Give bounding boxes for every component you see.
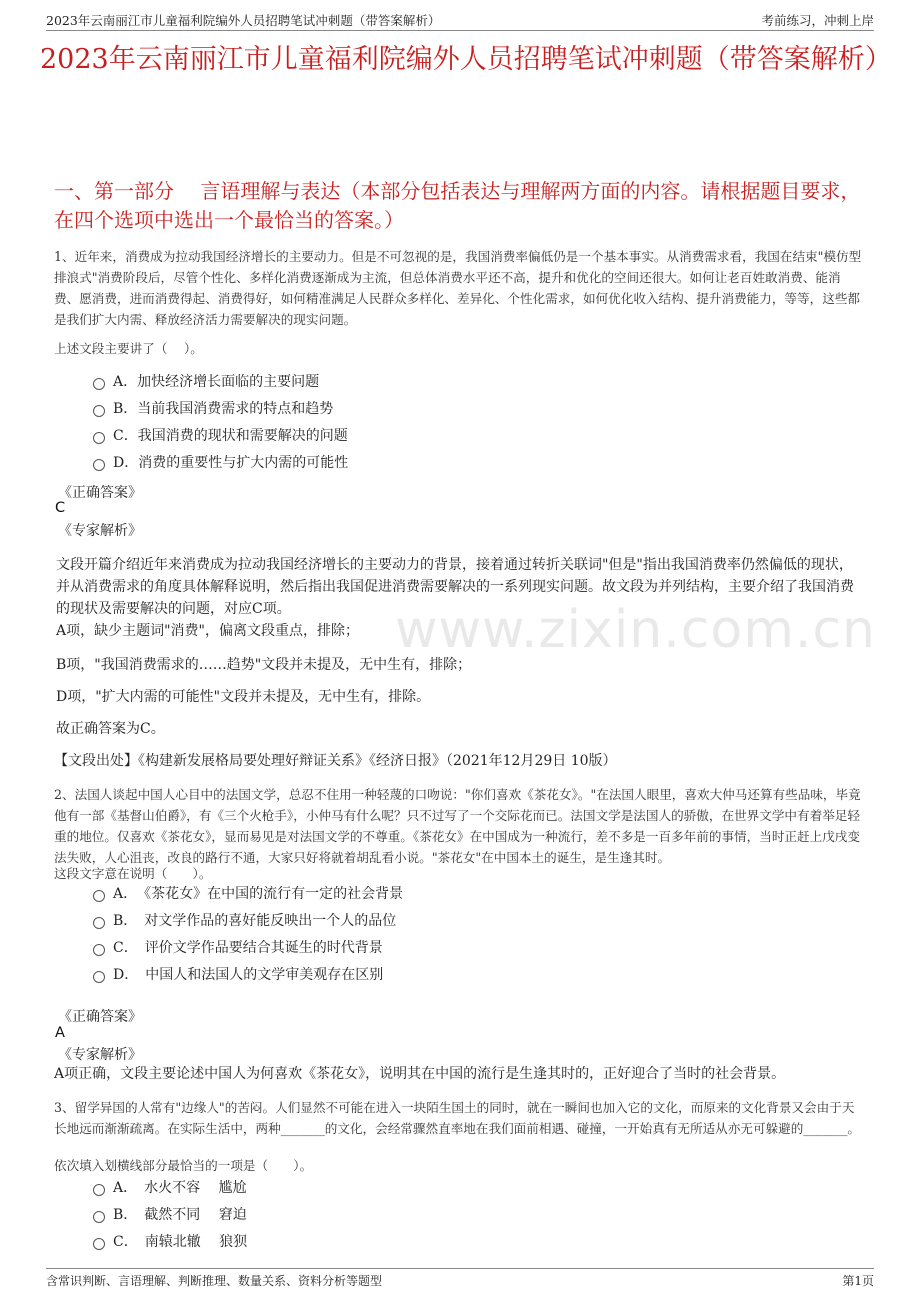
radio-icon[interactable] [93,890,105,902]
radio-icon[interactable] [93,1211,105,1223]
q1-option-d[interactable] [93,453,348,473]
q1-stem: 1、近年来，消费成为拉动我国经济增长的主要动力。但是不可忽视的是，我国消费率偏低仍是一个基本事实。从消费需求看，我国在结束"模仿型排浪式"消费阶段后，尽管个性化、多样化消费逐渐成为主流，但总体消费水平还不高，提升和优化的空间还很大。如何让老百姓敢消费、能消费、愿消费，进而消费得起、消费得好，如何精准满足人民群众多样化、差异化、个性化需求，如何优化收入结构、提升消费能力，等等，这些都是我们扩大内需、释放经济活力需要解决的现实问题。 [54,249,862,327]
q2-answer: A [55,1025,65,1041]
q1-source: 【文段出处】《构建新发展格局要处理好辩证关系》《经济日报》（2021年12月29日 10版） [54,753,617,769]
watermark: www.zixin.com.cn [395,600,876,660]
q2-option-d-label: D． 中国人和法国人的文学审美观存在区别 [113,967,384,983]
q1-analysis-conclusion: 故正确答案为C。 [56,721,165,737]
q1-analysis-main: 文段开篇介绍近年来消费成为拉动我国经济增长的主要动力的背景，接着通过转折关联词"但是"指出我国消费率仍然偏低的现状，并从消费需求的角度具体解释说明，然后指出我国促进消费需要解决的一系列现实问题。故文段为并列结构，主要介绍了我国消费的现状及需要解决的问题，对应C项。 [56,557,854,617]
q1-analysis-b: B项，"我国消费需求的……趋势"文段并未提及，无中生有，排除； [56,657,472,673]
q3-question: 依次填入划横线部分最恰当的一项是（ ）。 [54,1158,313,1173]
q1-option-c[interactable] [93,426,348,446]
footer-note: 含常识判断、言语理解、判断推理、数量关系、资料分析等题型 [46,1274,383,1288]
page-title: 2023年云南丽江市儿童福利院编外人员招聘笔试冲刺题（带答案解析） [40,44,892,75]
radio-icon[interactable] [93,971,105,983]
page-number: 第1页 [842,1274,874,1288]
page-header [46,8,874,31]
radio-icon[interactable] [93,1238,105,1250]
header-doc-title: 2023年云南丽江市儿童福利院编外人员招聘笔试冲刺题（带答案解析） [46,13,441,28]
q3-option-b[interactable] [93,1205,247,1225]
q2-option-c-label: C． 评价文学作品要结合其诞生的时代背景 [113,940,383,956]
q2-stem: 2、法国人谈起中国人心目中的法国文学，总忍不住用一种轻蔑的口吻说："你们喜欢《茶花女》。"在法国人眼里，喜欢大仲马还算有些品味，毕竟他有一部《基督山伯爵》，有《三个火枪手》，小仲马有什么呢？只不过写了一个交际花而已。法国文学是法国人的骄傲，在世界文学中有着举足轻重的地位。仅喜欢《茶花女》，显而易见是对法国文学的不尊重。《茶花女》在中国成为一种流行，差不多是一百多年前的事情，当时正赶上戊戌变法失败，人心沮丧，改良的路行不通，大家只好将就着胡乱看小说。"茶花女"在中国本土的诞生，是生逢其时。 [54,787,861,865]
q1-answer-label: 《正确答案》 [58,485,142,501]
radio-icon[interactable] [93,459,105,471]
radio-icon[interactable] [93,432,105,444]
section-heading: 一、第一部分 言语理解与表达（本部分包括表达与理解两方面的内容。请根据题目要求，在四个选项中选出一个最恰当的答案。） [54,179,861,232]
q1-option-b[interactable] [93,399,333,419]
q3-option-c[interactable] [93,1232,247,1252]
radio-icon[interactable] [93,1184,105,1196]
q1-analysis-d: D项，"扩大内需的可能性"文段并未提及，无中生有，排除。 [56,689,431,705]
q2-option-d[interactable] [93,965,383,985]
radio-icon[interactable] [93,378,105,390]
q1-answer: C [55,500,66,516]
q1-option-d-label: D．消费的重要性与扩大内需的可能性 [113,455,349,471]
q1-analysis-a: A项，缺少主题词"消费"，偏离文段重点，排除； [56,623,359,639]
q2-answer-label: 《正确答案》 [58,1009,142,1025]
q2-option-a-label: A． 《茶花女》在中国的流行有一定的社会背景 [113,886,404,902]
q3-stem: 3、留学异国的人常有"边缘人"的苦闷。人们显然不可能在进入一块陌生国土的同时，就在一瞬间也加入它的文化，而原来的文化背景又会由于天长地远而渐渐疏离。在实际生活中，两种_______的文化，会经常骤然直率地在我们面前相遇、碰撞，一开始真有无所适从亦无可躲避的_______。 [54,1100,860,1136]
q2-option-c[interactable] [93,938,383,958]
q2-option-b-label: B． 对文学作品的喜好能反映出一个人的品位 [113,913,397,929]
radio-icon[interactable] [93,405,105,417]
page-footer [46,1268,874,1288]
q2-analysis-label: 《专家解析》 [58,1047,142,1063]
q2-option-a[interactable] [93,884,403,904]
q1-question: 上述文段主要讲了（ ）。 [54,341,203,356]
header-slogan: 考前练习，冲刺上岸 [761,13,874,28]
q3-option-a[interactable] [93,1178,247,1198]
q1-option-a-label: A．加快经济增长面临的主要问题 [113,374,320,390]
q3-option-b-label: B． 截然不同 窘迫 [113,1207,247,1223]
q1-option-c-label: C．我国消费的现状和需要解决的问题 [113,428,348,444]
q2-analysis: A项正确，文段主要论述中国人为何喜欢《茶花女》，说明其在中国的流行是生逢其时的，正好迎合了当时的社会背景。 [54,1066,786,1082]
q3-option-a-label: A． 水火不容 尴尬 [113,1180,247,1196]
q2-option-b[interactable] [93,911,396,931]
q3-option-c-label: C． 南辕北辙 狼狈 [113,1234,248,1250]
q1-option-b-label: B．当前我国消费需求的特点和趋势 [113,401,334,417]
radio-icon[interactable] [93,917,105,929]
q1-option-a[interactable] [93,372,319,392]
q2-question: 这段文字意在说明（ ）。 [54,866,212,881]
radio-icon[interactable] [93,944,105,956]
q1-analysis-label: 《专家解析》 [58,523,142,539]
